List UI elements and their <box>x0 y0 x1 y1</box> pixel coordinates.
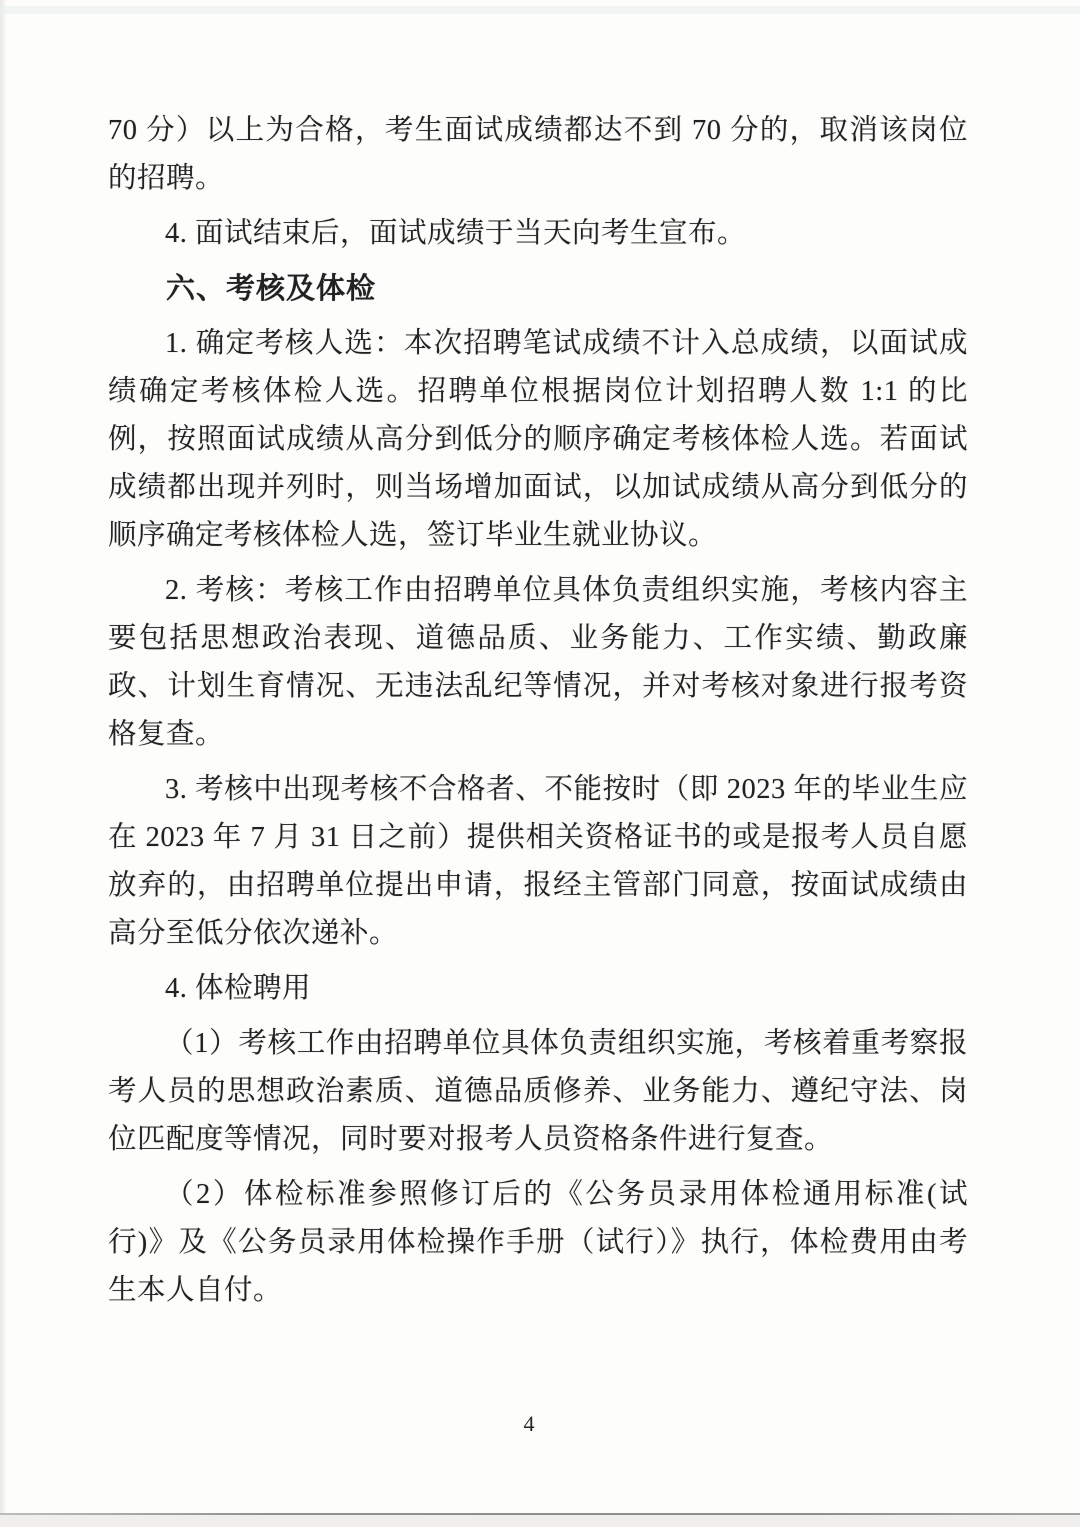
paragraph: 4. 面试结束后，面试成绩于当天向考生宣布。 <box>165 218 747 249</box>
scan-bottom-strip <box>0 1515 1080 1527</box>
page-number <box>0 1411 1080 1437</box>
paragraph: 70 分）以上为合格，考生面试成绩都达不到 70 分的，取消该岗位的招聘。 <box>108 115 968 194</box>
paragraph: 1. 确定考核人选：本次招聘笔试成绩不计入总成绩，以面试成绩确定考核体检人选。招聘单位根据岗位计划招聘人数 1:1 的比例，按照面试成绩从高分到低分的顺序确定考核体检人选。若面试成绩都出现并列时，则当场增加面试，以加试成绩从高分到低分的顺序确定考核体检人选，签订毕业生就业协议。 <box>108 328 968 551</box>
document-page <box>108 107 968 1322</box>
section-heading: 六、考核及体检 <box>166 273 377 305</box>
paragraph: （1）考核工作由招聘单位具体负责组织实施，考核着重考察报考人员的思想政治素质、道德品质修养、业务能力、遵纪守法、岗位匹配度等情况，同时要对报考人员资格条件进行复查。 <box>108 1028 968 1155</box>
paragraph: （2）体检标准参照修订后的《公务员录用体检通用标准(试行)》及《公务员录用体检操作手册（试行）》执行，体检费用由考生本人自付。 <box>108 1179 968 1306</box>
paragraph: 2. 考核：考核工作由招聘单位具体负责组织实施，考核内容主要包括思想政治表现、道德品质、业务能力、工作实绩、勤政廉政、计划生育情况、无违法乱纪等情况，并对考核对象进行报考资格复查。 <box>108 575 968 750</box>
paragraph: 3. 考核中出现考核不合格者、不能按时（即 2023 年的毕业生应在 2023 年 7 月 31 日之前）提供相关资格证书的或是报考人员自愿放弃的，由招聘单位提出申请，报经主管部门同意，按面试成绩由高分至低分依次递补。 <box>108 774 968 949</box>
paragraph: 4. 体检聘用 <box>165 973 312 1004</box>
scan-left-edge-shadow <box>0 0 7 1527</box>
scan-top-edge-band <box>0 6 1080 14</box>
page-number-value: 4 <box>523 1411 535 1436</box>
